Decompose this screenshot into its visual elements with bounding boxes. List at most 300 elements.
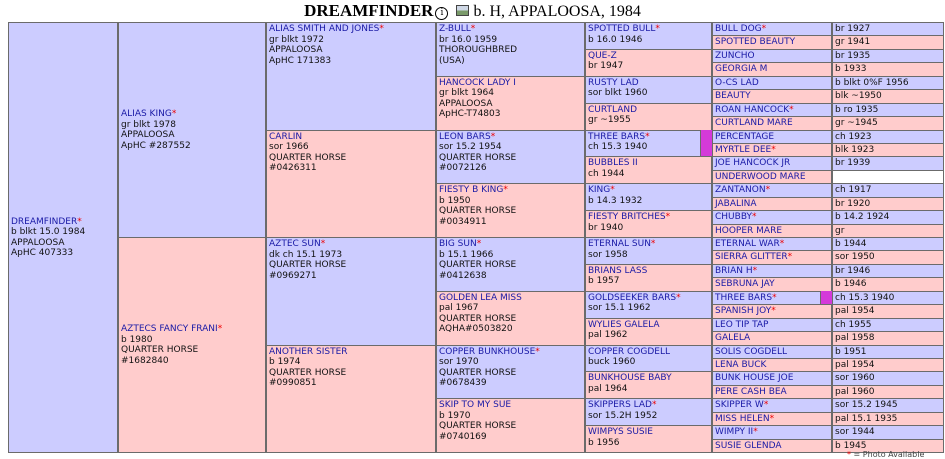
gen5-name-cell — [712, 143, 832, 157]
great-grandparent-cell-content — [439, 185, 516, 227]
horse-name-link[interactable] — [269, 24, 384, 35]
horse-name[interactable]: PERCENTAGE — [715, 131, 775, 142]
horse-name[interactable]: LEO TIP TAP — [715, 319, 769, 330]
star-icon: * — [77, 216, 82, 227]
star-icon: * — [769, 413, 775, 424]
horse-detail: pal 1964 — [588, 383, 628, 394]
horse-detail: sor 1950 — [835, 252, 875, 263]
gen4-cell-content — [588, 158, 638, 179]
horse-name[interactable]: BIG SUN — [439, 239, 477, 249]
horse-detail: #1682840 — [121, 355, 169, 366]
horse-name-link[interactable] — [588, 24, 660, 35]
horse-name-link[interactable] — [588, 347, 670, 358]
horse-detail: sor 15.2 1945 — [835, 400, 898, 411]
horse-name-link[interactable] — [715, 239, 784, 249]
horse-name-link[interactable] — [715, 333, 750, 343]
gen4-cell-content — [588, 347, 670, 368]
gen4-cell — [585, 318, 712, 346]
horse-detail: AQHA#0503820 — [439, 324, 513, 335]
horse-name[interactable]: BEAUTY — [715, 91, 751, 102]
photo-icon[interactable] — [456, 5, 469, 16]
horse-detail: gr blkt 1978 — [121, 119, 176, 130]
horse-detail: APPALOOSA — [11, 237, 65, 248]
horse-name[interactable]: SEBRUNA JAY — [715, 279, 775, 290]
horse-name-link[interactable] — [715, 64, 767, 74]
gen5-detail-cell — [832, 62, 944, 76]
horse-name-link[interactable] — [439, 293, 522, 304]
gen4-cell-content — [588, 373, 672, 394]
sire-dam-cell-content — [121, 324, 222, 366]
horse-name[interactable]: ZUNCHO — [715, 50, 755, 61]
horse-name-link[interactable] — [715, 158, 790, 168]
horse-name-link[interactable] — [715, 266, 757, 276]
great-grandparent-cell — [436, 237, 585, 292]
gen4-cell — [585, 183, 712, 211]
horse-detail: sor 1970 — [439, 357, 479, 367]
horse-name-link[interactable] — [588, 51, 623, 62]
gen5-detail-cell — [832, 291, 944, 305]
horse-detail: gr — [835, 225, 845, 236]
great-grandparent-cell-content — [439, 24, 517, 66]
horse-detail: ApHC 171383 — [269, 55, 332, 66]
great-grandparent-cell — [436, 22, 585, 77]
horse-name-link[interactable] — [269, 132, 346, 143]
star-icon: * — [490, 131, 496, 142]
horse-detail: #0072126 — [439, 163, 487, 173]
horse-detail: b 1946 — [835, 279, 867, 290]
horse-name[interactable]: WYLIES GALELA — [588, 319, 660, 330]
gen5-detail-cell — [832, 143, 944, 157]
gen4-cell — [585, 103, 712, 131]
horse-name[interactable]: CHUBBY — [715, 212, 752, 223]
sire-dam-cell — [118, 22, 266, 238]
horse-name[interactable]: CARLIN — [269, 131, 303, 142]
horse-name[interactable]: WIMPYS SUSIE — [588, 427, 653, 438]
horse-name[interactable]: QUE-Z — [588, 50, 617, 61]
horse-name-link[interactable] — [715, 172, 806, 182]
star-icon: * — [379, 24, 384, 34]
horse-name-link[interactable] — [439, 347, 540, 358]
horse-name[interactable]: Z-BULL — [439, 24, 471, 34]
horse-name-link[interactable] — [588, 320, 660, 331]
gen5-detail-cell — [832, 412, 944, 426]
gen5-detail-cell — [832, 130, 944, 144]
gen5-name-cell — [712, 439, 832, 453]
gen5-name-cell — [712, 412, 832, 426]
gen4-cell-content — [588, 239, 655, 260]
horse-detail: br 1939 — [835, 158, 871, 169]
horse-detail: QUARTER HORSE — [439, 367, 517, 378]
horse-name-link[interactable] — [715, 360, 766, 370]
horse-name-link[interactable] — [439, 185, 516, 196]
horse-name-link[interactable] — [588, 185, 642, 196]
gen5-name-cell — [712, 116, 832, 130]
photo-legend-label: = Photo Available — [853, 450, 925, 459]
horse-detail: sor blkt 1960 — [588, 88, 648, 99]
horse-name-link[interactable] — [121, 324, 222, 335]
gen5-name-cell — [712, 385, 832, 399]
horse-name[interactable]: AZTECS FANCY FRANI — [121, 324, 218, 334]
horse-name-link[interactable] — [715, 414, 774, 424]
horse-name-link[interactable] — [439, 78, 516, 89]
horse-detail: sor 1960 — [835, 373, 875, 384]
horse-name-link[interactable] — [588, 427, 653, 438]
horse-name[interactable]: FIESTY B KING — [439, 185, 504, 196]
gen4-cell-content — [588, 293, 681, 314]
horse-name-title: DREAMFINDER — [304, 1, 434, 20]
horse-detail: b 1945 — [835, 440, 867, 451]
horse-detail: b 1950 — [439, 195, 471, 206]
star-icon: * — [171, 109, 177, 119]
horse-detail: QUARTER HORSE — [269, 260, 347, 270]
horse-detail: b 1957 — [588, 276, 620, 287]
horse-detail: QUARTER HORSE — [439, 152, 517, 163]
gen5-detail-cell — [832, 103, 944, 117]
gen5-detail-cell — [832, 89, 944, 103]
gen5-name-cell — [712, 237, 832, 251]
horse-name[interactable]: MYRTLE DEE — [715, 144, 772, 155]
gen5-name-cell — [712, 277, 832, 291]
gen5-name-cell — [712, 210, 832, 224]
horse-detail: ApHC #287552 — [121, 140, 191, 151]
horse-name[interactable]: ROAN HANCOCK — [715, 104, 790, 115]
star-icon: * — [320, 239, 326, 249]
star-icon: * — [650, 239, 656, 249]
star-icon: * — [847, 450, 851, 459]
gen4-cell-content — [588, 132, 650, 153]
horse-name[interactable]: BULL DOG — [715, 24, 762, 34]
horse-name[interactable]: COPPER BUNKHOUSE — [439, 346, 536, 357]
photo-marker[interactable] — [700, 130, 712, 158]
horse-name-link[interactable] — [439, 400, 516, 411]
star-icon: * — [503, 185, 508, 196]
horse-detail: sor 1966 — [269, 142, 309, 152]
horse-name-link[interactable] — [439, 132, 516, 143]
horse-name-link[interactable] — [588, 266, 647, 277]
gen5-detail-cell — [832, 224, 944, 238]
gen5-detail-cell — [832, 304, 944, 318]
gen5-name-cell — [712, 291, 832, 305]
gen5-name-cell — [712, 224, 832, 238]
horse-name-link[interactable] — [715, 145, 776, 155]
gen5-detail-cell — [832, 358, 944, 372]
horse-detail: b blkt 15.0 1984 — [11, 227, 86, 237]
horse-name[interactable]: ALIAS SMITH AND JONES — [269, 24, 380, 34]
horse-name-link[interactable] — [715, 199, 757, 209]
gen5-detail-cell — [832, 210, 944, 224]
horse-name-link[interactable] — [715, 105, 794, 115]
horse-detail: pal 1960 — [835, 386, 875, 397]
horse-name-link[interactable] — [269, 347, 348, 358]
great-grandparent-cell — [436, 76, 585, 131]
horse-detail: ch 15.3 1940 — [588, 142, 648, 152]
horse-name[interactable]: GOLDEN LEA MISS — [439, 292, 522, 303]
horse-name-link[interactable] — [715, 252, 792, 262]
horse-name[interactable]: THREE BARS — [715, 292, 773, 303]
horse-detail: THOROUGHBRED — [439, 45, 518, 55]
horse-name-link[interactable] — [715, 320, 768, 330]
horse-detail: QUARTER HORSE — [439, 260, 517, 270]
horse-detail: gr ~1945 — [835, 118, 878, 129]
horse-name[interactable]: SKIP TO MY SUE — [439, 400, 512, 411]
horse-name[interactable]: SIERRA GLITTER — [715, 252, 788, 263]
great-grandparent-cell — [436, 398, 585, 453]
horse-name[interactable]: BRIANS LASS — [588, 265, 648, 276]
gen5-name-cell — [712, 22, 832, 36]
horse-detail: br 1946 — [835, 265, 871, 276]
gen5-name-cell — [712, 304, 832, 318]
horse-name[interactable]: ANOTHER SISTER — [269, 346, 348, 357]
horse-detail: br 1920 — [835, 198, 871, 209]
horse-name[interactable]: SUSIE GLENDA — [715, 440, 782, 451]
star-icon: * — [772, 292, 777, 303]
horse-name[interactable]: SOLIS COGDELL — [715, 346, 788, 357]
great-grandparent-cell — [436, 345, 585, 400]
horse-detail: #0426311 — [269, 163, 317, 173]
horse-name-link[interactable] — [121, 109, 191, 120]
horse-name-link[interactable] — [715, 306, 776, 316]
horse-detail: #0990851 — [269, 378, 317, 388]
star-icon: * — [761, 24, 767, 34]
horse-name[interactable]: MISS HELEN — [715, 413, 770, 424]
horse-name-link[interactable] — [715, 293, 777, 303]
horse-detail: #0034911 — [439, 216, 487, 227]
horse-name[interactable]: ALIAS KING — [121, 109, 172, 119]
horse-name[interactable]: GOLDSEEKER BARS — [588, 292, 677, 303]
horse-name[interactable]: COPPER COGDELL — [588, 346, 671, 357]
horse-name[interactable]: HOOPER MARE — [715, 225, 783, 236]
horse-name[interactable]: O-CS LAD — [715, 77, 759, 88]
gen5-name-cell — [712, 170, 832, 184]
horse-name[interactable]: SKIPPERS LAD — [588, 400, 652, 411]
horse-detail: ch 1917 — [835, 185, 872, 196]
horse-detail: QUARTER HORSE — [269, 367, 347, 378]
horse-detail: #0412638 — [439, 270, 487, 281]
horse-detail: sor 1944 — [835, 427, 875, 438]
star-icon: * — [763, 400, 769, 411]
horse-name-link[interactable] — [715, 118, 793, 128]
great-grandparent-cell — [436, 291, 585, 346]
gen5-name-cell — [712, 49, 832, 63]
horse-name[interactable]: CURTLAND — [588, 104, 638, 115]
horse-name-link[interactable] — [715, 212, 757, 222]
horse-name[interactable]: ETERNAL SUN — [588, 239, 651, 249]
horse-name-link[interactable] — [588, 105, 637, 116]
horse-name[interactable]: LENA BUCK — [715, 359, 767, 370]
horse-name-link[interactable] — [588, 239, 655, 250]
horse-name-link[interactable] — [439, 24, 517, 35]
gen5-detail-cell — [832, 277, 944, 291]
horse-name[interactable]: GALELA — [715, 333, 751, 344]
horse-name-link[interactable] — [715, 279, 775, 289]
star-icon: * — [470, 24, 476, 34]
horse-detail: pal 1954 — [835, 306, 875, 317]
horse-name[interactable]: LEON BARS — [439, 131, 491, 142]
horse-name[interactable]: HANCOCK LADY I — [439, 77, 516, 88]
gen4-cell — [585, 425, 712, 453]
info-icon[interactable]: i — [435, 7, 448, 20]
grandparent-cell-content — [269, 347, 348, 389]
gen4-cell-content — [588, 24, 660, 45]
horse-name-link[interactable] — [588, 78, 647, 89]
horse-name-link[interactable] — [588, 158, 638, 169]
horse-detail: sor 1958 — [588, 249, 628, 260]
horse-detail: br 1940 — [588, 222, 624, 233]
great-grandparent-cell-content — [439, 132, 516, 174]
horse-detail: pal 1958 — [835, 333, 875, 344]
horse-name[interactable]: BUNK HOUSE JOE — [715, 373, 794, 384]
horse-name-link[interactable] — [588, 373, 672, 384]
horse-detail: b ro 1935 — [835, 104, 879, 115]
horse-name-link[interactable] — [715, 24, 766, 34]
horse-name[interactable]: PERE CASH BEA — [715, 386, 787, 397]
horse-name[interactable]: SPANISH JOY — [715, 306, 772, 317]
gen5-detail-cell — [832, 156, 944, 170]
great-grandparent-cell — [436, 183, 585, 238]
horse-name-link[interactable] — [715, 373, 793, 383]
horse-name[interactable]: ETERNAL WAR — [715, 239, 780, 249]
horse-name[interactable]: BUNKHOUSE BABY — [588, 373, 672, 384]
star-icon: * — [789, 104, 794, 115]
gen5-name-cell — [712, 183, 832, 197]
horse-name[interactable]: JABALINA — [715, 198, 757, 209]
gen5-name-cell — [712, 345, 832, 359]
horse-name[interactable]: CURTLAND MARE — [715, 118, 793, 129]
horse-name-link[interactable] — [715, 400, 768, 410]
horse-name-link[interactable] — [715, 226, 782, 236]
horse-detail: br 16.0 1959 — [439, 34, 498, 45]
grandparent-cell — [266, 22, 436, 131]
horse-name-link[interactable] — [588, 132, 650, 143]
horse-detail: gr ~1955 — [588, 115, 631, 126]
photo-legend — [847, 450, 924, 459]
horse-name[interactable]: UNDERWOOD MARE — [715, 171, 806, 182]
gen4-cell — [585, 130, 712, 158]
horse-name-link[interactable] — [715, 91, 751, 101]
horse-detail: b 1944 — [835, 239, 867, 249]
horse-name-link[interactable] — [715, 427, 758, 437]
horse-name[interactable]: FIESTY BRITCHES — [588, 212, 666, 223]
gen5-name-cell — [712, 197, 832, 211]
horse-detail: blk 1923 — [835, 144, 875, 155]
page-header — [0, 0, 945, 22]
horse-detail: br 1947 — [588, 61, 624, 72]
horse-name-link[interactable] — [269, 239, 346, 250]
gen5-name-cell — [712, 425, 832, 439]
horse-name-link[interactable] — [588, 212, 670, 223]
gen5-detail-cell — [832, 318, 944, 332]
gen5-name-cell — [712, 371, 832, 385]
horse-name[interactable]: DREAMFINDER — [11, 216, 78, 227]
star-icon: * — [771, 306, 776, 317]
horse-name-link[interactable] — [715, 132, 774, 142]
star-icon: * — [651, 400, 657, 411]
horse-detail: buck 1960 — [588, 357, 636, 367]
star-icon: * — [771, 144, 776, 155]
gen5-detail-cell — [832, 116, 944, 130]
horse-name-link[interactable] — [588, 400, 657, 411]
star-icon: * — [217, 324, 223, 334]
star-icon: * — [676, 292, 681, 303]
gen5-detail-cell — [832, 49, 944, 63]
horse-name[interactable]: BRIAN H — [715, 265, 753, 276]
horse-name[interactable]: AZTEC SUN — [269, 239, 321, 249]
gen5-name-cell — [712, 76, 832, 90]
horse-name[interactable]: BUBBLES II — [588, 158, 638, 169]
horse-detail: b 15.1 1966 — [439, 249, 494, 260]
horse-detail: b 1933 — [835, 64, 867, 75]
horse-name[interactable]: JOE HANCOCK JR — [715, 158, 791, 169]
gen4-cell — [585, 291, 712, 319]
horse-detail: #0740169 — [439, 431, 487, 442]
horse-name-link[interactable] — [11, 217, 85, 228]
gen5-name-cell — [712, 264, 832, 278]
horse-detail: QUARTER HORSE — [121, 345, 199, 355]
gen5-name-cell — [712, 156, 832, 170]
horse-name[interactable]: WIMPY II — [715, 427, 754, 438]
horse-name[interactable]: THREE BARS — [588, 131, 646, 142]
horse-detail: br 1935 — [835, 50, 871, 61]
horse-name-link[interactable] — [715, 441, 782, 451]
horse-detail: pal 1967 — [439, 303, 479, 314]
horse-name[interactable]: ZANTANON — [715, 185, 766, 196]
gen4-cell-content — [588, 185, 642, 206]
horse-name-link[interactable] — [715, 185, 770, 195]
star-icon: * — [645, 131, 650, 142]
horse-detail: b 14.3 1932 — [588, 195, 643, 206]
grandparent-cell — [266, 130, 436, 239]
horse-detail: pal 15.1 1935 — [835, 413, 898, 424]
horse-detail: (USA) — [439, 55, 465, 66]
horse-detail: QUARTER HORSE — [269, 152, 347, 163]
gen4-cell — [585, 345, 712, 373]
star-icon: * — [535, 346, 540, 357]
horse-detail: dk ch 15.1 1973 — [269, 249, 343, 260]
horse-name-link[interactable] — [715, 37, 795, 47]
horse-name[interactable]: SKIPPER W — [715, 400, 764, 411]
gen5-detail-cell — [832, 398, 944, 412]
gen4-cell-content — [588, 51, 623, 72]
horse-name[interactable]: RUSTY LAD — [588, 77, 639, 88]
horse-name[interactable]: SPOTTED BULL — [588, 24, 656, 34]
gen4-cell — [585, 264, 712, 292]
horse-detail: b 16.0 1946 — [588, 34, 643, 45]
great-grandparent-cell-content — [439, 347, 540, 389]
horse-name-link[interactable] — [715, 78, 759, 88]
gen4-cell-content — [588, 266, 647, 287]
horse-name-link[interactable] — [715, 51, 755, 61]
horse-detail: sor 15.2 1954 — [439, 142, 502, 152]
horse-name-link[interactable] — [715, 387, 787, 397]
horse-name[interactable]: KING — [588, 185, 611, 196]
gen5-detail-cell — [832, 35, 944, 49]
photo-marker[interactable] — [820, 291, 832, 305]
horse-name-link[interactable] — [715, 347, 787, 357]
gen4-cell — [585, 22, 712, 50]
star-icon: * — [752, 212, 757, 223]
horse-detail: ch 1923 — [835, 131, 872, 142]
horse-detail: br 1927 — [835, 24, 871, 34]
horse-name-link[interactable] — [588, 293, 681, 304]
horse-name[interactable]: GEORGIA M — [715, 64, 768, 75]
star-icon: * — [476, 239, 482, 249]
horse-name[interactable]: SPOTTED BEAUTY — [715, 37, 796, 48]
horse-detail: b 1956 — [588, 437, 620, 448]
horse-name-link[interactable] — [439, 239, 516, 250]
horse-detail: sor 15.1 1962 — [588, 303, 651, 314]
horse-detail: ch 1944 — [588, 168, 625, 179]
horse-detail: blk ~1950 — [835, 91, 882, 102]
